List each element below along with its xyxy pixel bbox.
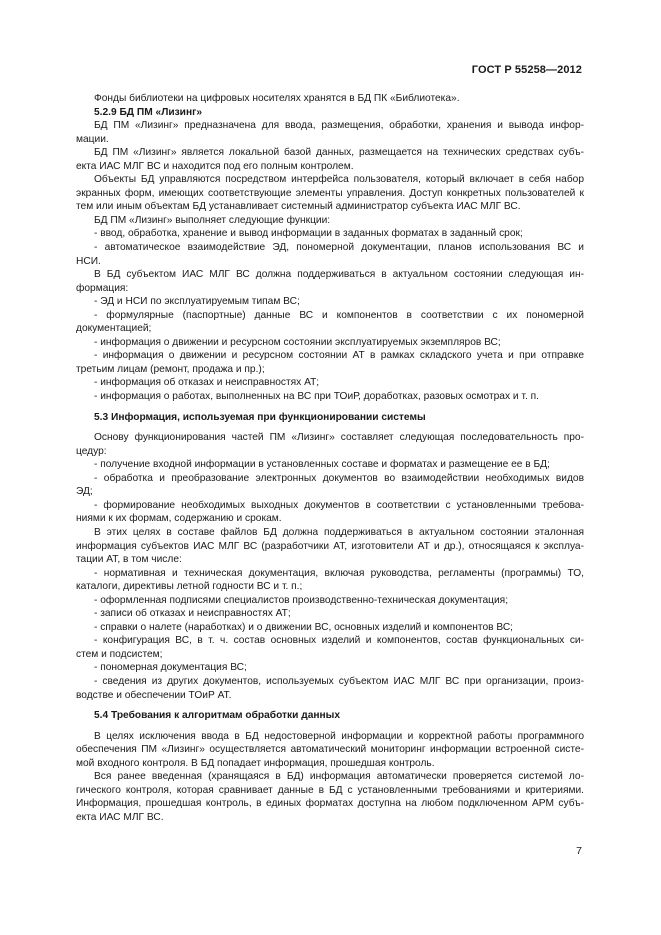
text-line: обеспечения ПМ «Лизинг» осуществляется автоматический мониторинг информации встроенной систе- (76, 744, 584, 756)
text-line: водстве и обеспечении ТОиР АТ. (76, 689, 232, 701)
text-line: мации. (76, 133, 109, 145)
text-line: Объекты БД управляются посредством интерфейса пользователя, который включает в себя набор (94, 174, 584, 186)
text-line: - ввод, обработка, хранение и вывод информации в заданных форматах в заданный срок; (94, 228, 523, 240)
section-heading: 5.2.9 БД ПМ «Лизинг» (94, 106, 203, 118)
text-line: - справки о налете (наработках) и о движении ВС, основных изделий и компонентов ВС; (94, 621, 514, 633)
text-line: - ЭД и НСИ по эксплуатируемым типам ВС; (94, 296, 300, 308)
text-line: - конфигурация ВС, в т. ч. состав основных изделий и компонентов, состав функциональных си- (94, 635, 584, 647)
section-heading: 5.4 Требования к алгоритмам обработки данных (94, 710, 341, 722)
text-line: В целях исключения ввода в БД недостоверной информации и корректной работы программного (94, 730, 584, 742)
text-line: стем и подсистем; (76, 648, 163, 660)
text-line: БД ПМ «Лизинг» является локальной базой данных, размещается на технических средствах субъ- (94, 147, 584, 159)
text-line: документацией; (76, 323, 152, 335)
text-line: - записи об отказах и неисправностях АТ; (94, 608, 291, 620)
text-line: - информация о движении и ресурсном состоянии эксплуатируемых экземпляров ВС; (94, 336, 501, 348)
text-line: - автоматическое взаимодействие ЭД, пономерной документации, планов использования ВС и (94, 242, 584, 254)
standard-header: ГОСТ Р 55258—2012 (471, 64, 582, 76)
section-heading: 5.3 Информация, используемая при функционировании системы (94, 411, 426, 423)
text-line: гического контроля, которая сравнивает данные в БД с установленными требованиями и критериями. (76, 784, 584, 796)
text-line: тации АТ, в том числе: (76, 554, 182, 566)
text-line: Основу функционирования частей ПМ «Лизинг» составляет следующая последовательность про- (94, 432, 584, 444)
text-line: - нормативная и техническая документация, включая руководства, регламенты (программы) ТО, (94, 567, 584, 579)
text-line: - обработка и преобразование электронных документов во взаимодействии необходимых видов (94, 472, 584, 484)
text-line: тем или иным объектам БД устанавливает системный администратор субъекта ИАС МЛГ ВС. (76, 201, 521, 213)
text-line: Вся ранее введенная (хранящаяся в БД) информация автоматически проверяется системой ло- (94, 771, 584, 783)
text-line: формация: (76, 282, 129, 294)
text-line: - информация о движении и ресурсном состоянии АТ в рамках складского учета и при отправке (94, 350, 584, 362)
document-body (76, 92, 584, 824)
text-line: ниями к их формам, содержанию и срокам. (76, 513, 282, 525)
text-line: - пономерная документация ВС; (94, 662, 247, 674)
text-line: ЭД; (76, 486, 93, 498)
text-line: - получение входной информации в установленных составе и форматах и размещение ее в БД; (94, 459, 550, 471)
text-line: - формирование необходимых выходных документов в соответствии с установленными требова- (94, 499, 584, 511)
text-line: мой входного контроля. В БД попадает информация, прошедшая контроль. (76, 757, 435, 769)
text-line: екта ИАС МЛГ ВС. (76, 811, 164, 823)
text-line: - сведения из других документов, используемых субъектом ИАС МЛГ ВС при организации, произ- (94, 675, 584, 687)
text-line: Фонды библиотеки на цифровых носителях хранятся в БД ПК «Библиотека». (94, 93, 460, 104)
text-line: третьим лицам (ремонт, продажа и пр.); (76, 363, 265, 375)
text-line: цедур: (76, 445, 107, 457)
text-line: каталоги, директивы летной годности ВС и т. п.; (76, 581, 303, 593)
text-line: БД ПМ «Лизинг» выполняет следующие функции: (94, 214, 331, 226)
text-line: БД ПМ «Лизинг» предназначена для ввода, размещения, обработки, хранения и вывода инфор- (94, 120, 584, 132)
text-line: В этих целях в составе файлов БД должна поддерживаться в актуальном состоянии эталонная (94, 526, 584, 538)
text-line: - оформленная подписями специалистов производственно-техническая документация; (94, 594, 509, 606)
text-line: - информация об отказах и неисправностях АТ; (94, 377, 320, 389)
text-line: екта ИАС МЛГ ВС и находится под его полным контролем. (76, 160, 354, 172)
text-line: НСИ. (76, 255, 101, 267)
text-line: - формулярные (паспортные) данные ВС и компонентов в соответствии с их пономерной (94, 309, 584, 321)
text-line: - информация о работах, выполненных на ВС при ТОиР, доработках, разовых осмотрах и т. п. (94, 391, 539, 403)
text-line: Информация, прошедшая контроль, в единых форматах доступна на любом подключенном АРМ субъ- (76, 798, 584, 810)
text-line: экранных форм, имеющих соответствующие элементы управления. Доступ конкретных пользователей к (76, 187, 584, 199)
text-line: В БД субъектом ИАС МЛГ ВС должна поддерживаться в актуальном состоянии следующая ин- (94, 269, 584, 281)
text-line: информация субъектов ИАС МЛГ ВС (разработчики АТ, изготовители АТ и др.), относящаяся к эксплуа- (76, 540, 584, 552)
page-number: 7 (576, 845, 582, 857)
